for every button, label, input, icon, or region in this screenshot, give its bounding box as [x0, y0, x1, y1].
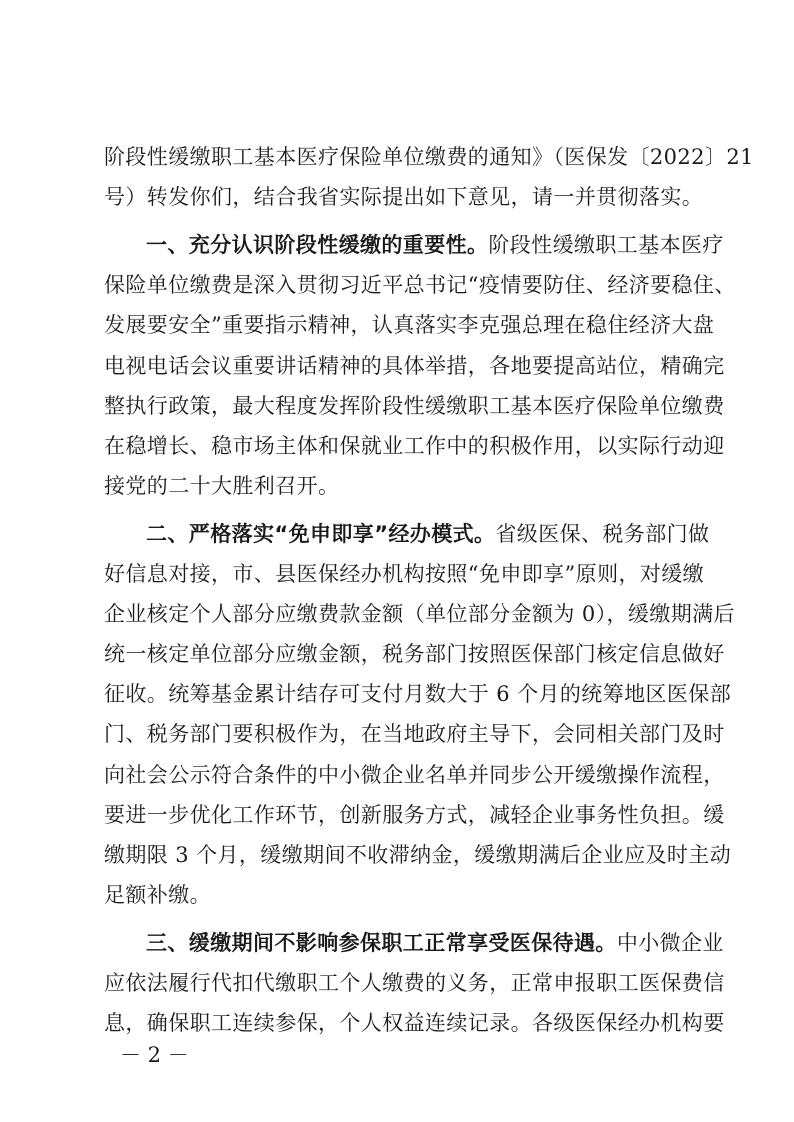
section-2-first-line	[146, 517, 710, 551]
section-1-line: 在稳增长、稳市场主体和保就业工作中的积极作用，以实际行动迎	[104, 434, 725, 458]
section-3-line: 息，确保职工连续参保，个人权益连续记录。各级医保经办机构要	[104, 1011, 725, 1035]
section-2-line: 足额补缴。	[104, 883, 211, 907]
section-3-line: 应依法履行代扣代缴职工个人缴费的义务，正常申报职工医保费信	[104, 971, 725, 995]
section-1-first-line	[146, 228, 724, 262]
section-3-first-line-text: 中小微企业	[616, 931, 724, 955]
section-1-line: 接党的二十大胜利召开。	[104, 474, 340, 498]
section-1-first-line-text: 阶段性缓缴职工基本医疗	[488, 233, 724, 257]
section-3-first-line	[146, 926, 724, 960]
section-2-heading: 二、严格落实“免申即享”经办模式。	[146, 522, 496, 546]
section-2-line: 门、税务部门要积极作为，在当地政府主导下，会同相关部门及时	[104, 722, 725, 746]
page-number: － 2 －	[120, 1043, 189, 1067]
section-2-line: 要进一步优化工作环节，创新服务方式，减轻企业事务性负担。缓	[104, 803, 725, 827]
intro-line-1: 阶段性缓缴职工基本医疗保险单位缴费的通知》（医保发〔2022〕21	[104, 145, 754, 169]
section-2-line: 征收。统筹基金累计结存可支付月数大于 6 个月的统筹地区医保部	[104, 682, 732, 706]
section-1-line: 整执行政策，最大程度发挥阶段性缓缴职工基本医疗保险单位缴费	[104, 394, 725, 418]
section-2-line: 统一核定单位部分应缴金额，税务部门按照医保部门核定信息做好	[104, 642, 725, 666]
section-1-line: 发展要安全”重要指示精神，认真落实李克强总理在稳住经济大盘	[104, 313, 715, 337]
section-2-line: 企业核定个人部分应缴费款金额（单位部分金额为 0），缓缴期满后	[104, 602, 735, 626]
section-3-heading: 三、缓缴期间不影响参保职工正常享受医保待遇。	[146, 931, 617, 955]
section-2-line: 好信息对接，市、县医保经办机构按照“免申即享”原则，对缓缴	[104, 562, 705, 586]
section-1-heading: 一、充分认识阶段性缓缴的重要性。	[146, 233, 489, 257]
section-2-first-line-text: 省级医保、税务部门做	[495, 522, 710, 546]
section-1-line: 电视电话会议重要讲话精神的具体举措，各地要提高站位，精确完	[104, 354, 725, 378]
section-2-line: 向社会公示符合条件的中小微企业名单并同步公开缓缴操作流程，	[104, 763, 725, 787]
section-1-line: 保险单位缴费是深入贯彻习近平总书记“疫情要防住、经济要稳住、	[104, 273, 736, 297]
intro-line-2: 号）转发你们，结合我省实际提出如下意见，请一并贯彻落实。	[104, 185, 704, 209]
section-2-line: 缴期限 3 个月，缓缴期间不收滞纳金，缓缴期满后企业应及时主动	[104, 843, 732, 867]
